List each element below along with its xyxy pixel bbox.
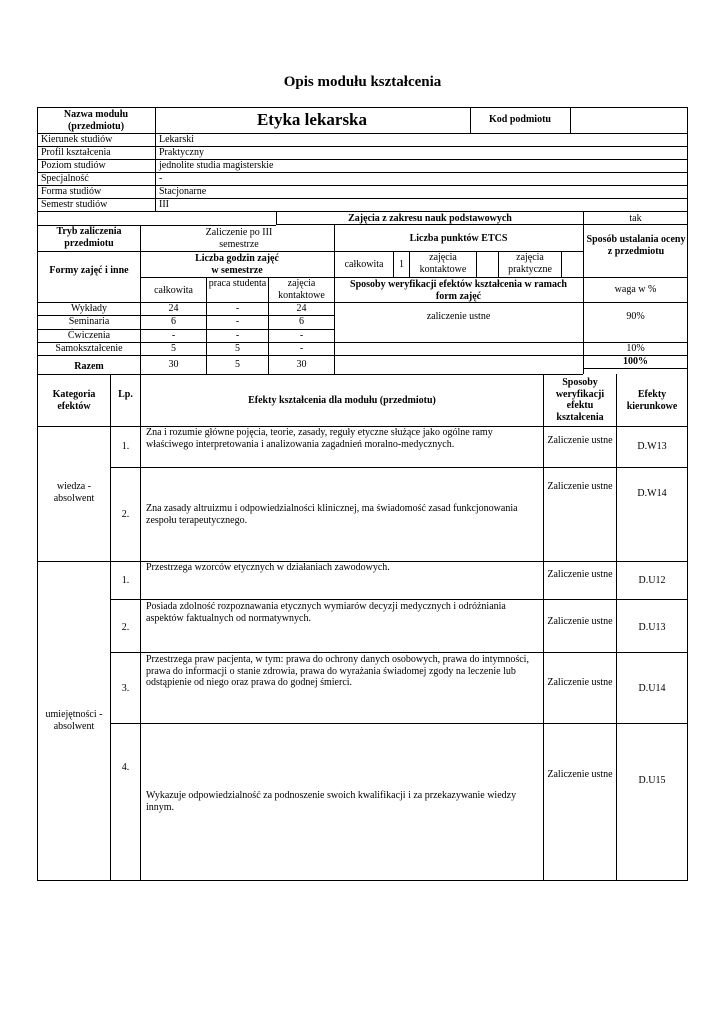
effect-text: Zna zasady altruizmu i odpowiedzialności klinicznej, ma świadomość zasad funkcjonowania zespołu terapeutycznego. (146, 503, 518, 526)
form-contact-exercises: - (299, 330, 304, 341)
effect-verification: Zaliczenie ustne (547, 616, 613, 627)
effects-header-effects: Efekty kształcenia dla modułu (przedmiotu) (248, 395, 436, 406)
effect-text: Posiada zdolność rozpoznawania etycznych wymiarów decyzji medycznych i odróżniania aspektów faktualnych od normatywnych. (146, 601, 506, 624)
form-total-lectures: 24 (168, 303, 179, 314)
form-name-exercises: Ćwiczenia (67, 330, 111, 341)
info-label-level: Poziom studiów (41, 160, 106, 171)
hours-col-total: całkowita (154, 285, 193, 296)
info-value-semester: III (159, 199, 169, 210)
form-student-lectures: - (235, 303, 240, 314)
form-student-self-study: 5 (235, 343, 240, 354)
code-label: Kod podmiotu (489, 114, 551, 125)
info-label-form: Forma studiów (41, 186, 102, 197)
effects-header-category: Kategoria efektów (52, 389, 96, 412)
form-name-self-study: Samokształcenie (55, 343, 123, 354)
info-value-specialty: - (159, 173, 163, 184)
info-value-level: jednolite studia magisterskie (159, 160, 274, 171)
hours-col-student: praca studenta (208, 278, 267, 289)
effect-code: D.W14 (637, 488, 667, 499)
info-value-form: Stacjonarne (159, 186, 207, 197)
tryb-label: Tryb zaliczenia przedmiotu (56, 226, 122, 249)
effects-header-direction: Efekty kierunkowe (626, 389, 678, 412)
info-label-profile: Profil kształcenia (41, 147, 111, 158)
effect-lp: 4. (121, 762, 130, 773)
effect-lp: 2. (121, 622, 130, 633)
form-total-seminars: 6 (171, 316, 176, 327)
effect-code: D.U13 (638, 622, 666, 633)
effect-verification: Zaliczenie ustne (547, 569, 613, 580)
basic-value: tak (629, 213, 642, 224)
form-name-seminars: Seminaria (68, 316, 110, 327)
ects-practical-label: zajęcia praktyczne (508, 252, 552, 275)
effects-header-verification: Sposoby weryfikacji efektu kształcenia (555, 377, 605, 423)
verif-label: Sposoby weryfikacji efektów kształcenia w ramach form zajęć (350, 279, 567, 302)
info-value-field-of-study: Lekarski (159, 134, 194, 145)
effects-header-lp: Lp. (118, 389, 133, 400)
verif-value: zaliczenie ustne (426, 311, 491, 322)
ects-label: Liczba punktów ETCS (409, 233, 508, 244)
formy-label: Formy zajęć i inne (49, 265, 129, 276)
effect-code: D.U15 (638, 775, 666, 786)
effect-verification: Zaliczenie ustne (547, 677, 613, 688)
effect-text: Przestrzega praw pacjenta, w tym: prawa do ochrony danych osobowych, prawa do intymności, prawa do informacji o stanie zdrowia, prawa do wyrażania świadomej zgody na leczenie lub odstąpienie od niego oraz prawa do godnej śmierci. (146, 654, 529, 688)
effect-verification: Zaliczenie ustne (547, 481, 613, 492)
effect-verification: Zaliczenie ustne (547, 435, 613, 446)
razem-weight: 100% (623, 356, 648, 367)
info-value-profile: Praktyczny (159, 147, 204, 158)
hours-col-contact: zajęcia kontaktowe (278, 278, 325, 301)
form-total-self-study: 5 (171, 343, 176, 354)
module-name-label: Nazwa modułu (przedmiotu) (63, 109, 129, 132)
effect-text: Wykazuje odpowiedzialność za podnoszenie swoich kwalifikacji i za przekazywanie wiedzy innym. (146, 790, 517, 813)
page-title: Opis modułu kształcenia (283, 74, 442, 90)
basic-label: Zajęcia z zakresu nauk podstawowych (348, 213, 512, 224)
effect-verification: Zaliczenie ustne (547, 769, 613, 780)
ects-total-value: 1 (399, 259, 404, 270)
ects-contact-label: zajęcia kontaktowe (419, 252, 467, 275)
effect-code: D.U14 (638, 683, 666, 694)
ects-total-label: całkowita (344, 259, 384, 270)
effect-lp: 2. (121, 509, 130, 520)
weight-main: 90% (626, 311, 645, 322)
razem-label: Razem (74, 361, 104, 372)
form-student-exercises: - (235, 330, 240, 341)
razem-total: 30 (168, 359, 179, 370)
module-name: Etyka lekarska (256, 110, 368, 129)
weight-label: waga w % (614, 284, 657, 295)
info-label-semester: Semestr studiów (41, 199, 108, 210)
tryb-value: Zaliczenie po III semestrze (205, 227, 273, 250)
form-contact-lectures: 24 (296, 303, 307, 314)
razem-student: 5 (235, 359, 240, 370)
category-skills: umiejętności - absolwent (45, 709, 103, 732)
effect-code: D.W13 (637, 441, 667, 452)
form-student-seminars: - (235, 316, 240, 327)
form-total-exercises: - (171, 330, 176, 341)
sposob-label: Sposób ustalania oceny z przedmiotu (586, 234, 686, 257)
effect-code: D.U12 (638, 575, 666, 586)
effect-lp: 1. (121, 441, 130, 452)
effect-text: Przestrzega wzorców etycznych w działaniach zawodowych. (146, 562, 390, 573)
form-name-lectures: Wykłady (70, 303, 108, 314)
form-contact-self-study: - (299, 343, 304, 354)
razem-contact: 30 (296, 359, 307, 370)
effect-text: Zna i rozumie główne pojęcia, teorie, zasady, reguły etyczne służące jako ogólne ramy właściwego interpretowania i analizowania zagadnień moralno-medycznych. (146, 427, 493, 450)
weight-self: 10% (626, 343, 645, 354)
hours-label: Liczba godzin zajęć w semestrze (195, 253, 279, 276)
effect-lp: 3. (121, 683, 130, 694)
info-label-specialty: Specjalność (41, 173, 89, 184)
info-label-field-of-study: Kierunek studiów (41, 134, 113, 145)
form-contact-seminars: 6 (299, 316, 304, 327)
effect-lp: 1. (121, 575, 130, 586)
category-knowledge: wiedza - absolwent (53, 481, 95, 504)
